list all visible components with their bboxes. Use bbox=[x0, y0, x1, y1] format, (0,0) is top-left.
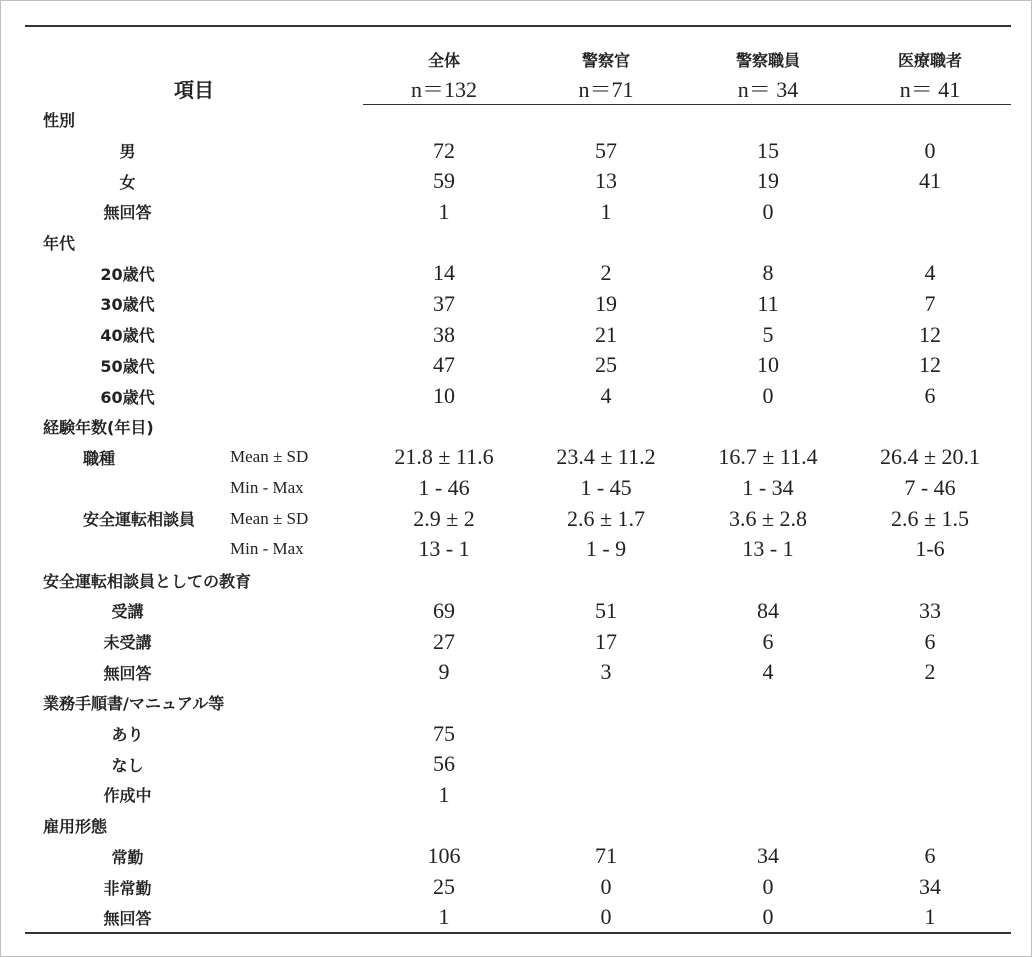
value-cell: 27 bbox=[433, 628, 455, 654]
row-label: 常勤 bbox=[111, 847, 144, 867]
table-row bbox=[25, 442, 1011, 473]
value-cell: 12 bbox=[919, 321, 941, 347]
value-cell bbox=[687, 810, 849, 841]
value-cell: 4 bbox=[600, 383, 612, 409]
row-label: 安全運転相談員 bbox=[83, 510, 196, 530]
value-cell: 84 bbox=[757, 597, 779, 623]
table-row bbox=[25, 258, 1011, 289]
value-cell: 12 bbox=[919, 352, 941, 378]
value-cell: 6 bbox=[924, 628, 936, 654]
sample-size: n＝71 bbox=[525, 73, 687, 105]
stat-label: Mean ± SD bbox=[230, 447, 309, 467]
section-row bbox=[25, 105, 1011, 136]
value-cell: 57 bbox=[595, 137, 617, 163]
section-label: 性別 bbox=[43, 111, 76, 131]
value-cell: 1 - 9 bbox=[585, 536, 627, 562]
value-cell bbox=[849, 411, 1011, 442]
value-cell: 11 bbox=[757, 290, 779, 316]
section-label: 年代 bbox=[43, 234, 76, 254]
value-cell: 75 bbox=[433, 720, 455, 746]
column-header: 警察官 bbox=[525, 26, 687, 73]
value-cell: 1 - 45 bbox=[580, 475, 632, 501]
row-label: 無回答 bbox=[103, 663, 152, 683]
value-cell: 69 bbox=[433, 597, 455, 623]
row-label: 男 bbox=[119, 142, 136, 162]
value-cell: 7 bbox=[924, 290, 936, 316]
stat-label bbox=[230, 902, 363, 933]
value-cell bbox=[363, 105, 525, 136]
row-label: 50歳代 bbox=[100, 356, 155, 376]
stat-label bbox=[230, 289, 363, 320]
stat-label bbox=[230, 381, 363, 412]
row-label bbox=[25, 473, 230, 504]
stat-label bbox=[230, 135, 363, 166]
row-label: 40歳代 bbox=[100, 326, 155, 346]
value-cell: 26.4 ± 20.1 bbox=[879, 444, 981, 470]
section-row bbox=[25, 565, 1011, 596]
table-row bbox=[25, 841, 1011, 872]
table-row bbox=[25, 780, 1011, 811]
value-cell: 0 bbox=[687, 902, 849, 933]
row-label: 30歳代 bbox=[100, 295, 155, 315]
table-container bbox=[25, 25, 1002, 934]
value-cell bbox=[849, 688, 1011, 719]
stat-label bbox=[230, 657, 363, 688]
value-cell: 9 bbox=[438, 659, 450, 685]
table-row bbox=[25, 289, 1011, 320]
value-cell: 0 bbox=[762, 383, 774, 409]
table-row bbox=[25, 596, 1011, 627]
value-cell: 13 bbox=[595, 168, 617, 194]
row-label: 非常勤 bbox=[103, 878, 152, 898]
table-row bbox=[25, 718, 1011, 749]
value-cell: 25 bbox=[595, 352, 617, 378]
value-cell: 25 bbox=[433, 874, 455, 900]
value-cell: 72 bbox=[433, 137, 455, 163]
value-cell: 1 bbox=[438, 198, 450, 224]
table-row bbox=[25, 749, 1011, 780]
value-cell: 14 bbox=[433, 260, 455, 286]
value-cell bbox=[849, 780, 1011, 811]
sample-size: n＝ 41 bbox=[849, 73, 1011, 105]
table-row bbox=[25, 473, 1011, 504]
value-cell bbox=[525, 411, 687, 442]
value-cell: 38 bbox=[433, 321, 455, 347]
value-cell bbox=[849, 749, 1011, 780]
value-cell bbox=[849, 197, 1011, 228]
value-cell bbox=[687, 718, 849, 749]
table-row bbox=[25, 319, 1011, 350]
column-header: 全体 bbox=[363, 26, 525, 73]
value-cell: 34 bbox=[919, 874, 941, 900]
row-label: 無回答 bbox=[103, 203, 152, 223]
value-cell: 17 bbox=[595, 628, 617, 654]
section-label: 雇用形態 bbox=[43, 817, 108, 837]
stat-label bbox=[230, 841, 363, 872]
value-cell: 13 - 1 bbox=[418, 536, 470, 562]
demographics-table bbox=[25, 25, 1011, 934]
value-cell bbox=[687, 411, 849, 442]
row-label: 無回答 bbox=[25, 902, 230, 933]
value-cell bbox=[687, 105, 849, 136]
stat-label bbox=[230, 718, 363, 749]
value-cell bbox=[849, 810, 1011, 841]
stat-label: Mean ± SD bbox=[230, 508, 309, 528]
value-cell: 0 bbox=[924, 137, 936, 163]
value-cell: 19 bbox=[757, 168, 779, 194]
value-cell bbox=[363, 688, 525, 719]
stat-label bbox=[230, 319, 363, 350]
table-row bbox=[25, 381, 1011, 412]
value-cell: 2 bbox=[600, 260, 612, 286]
value-cell: 3.6 ± 2.8 bbox=[728, 505, 808, 531]
section-row bbox=[25, 227, 1011, 258]
value-cell: 1 bbox=[849, 902, 1011, 933]
value-cell: 5 bbox=[762, 321, 774, 347]
value-cell bbox=[687, 780, 849, 811]
stat-label: Min - Max bbox=[230, 478, 304, 498]
value-cell bbox=[363, 810, 525, 841]
value-cell: 0 bbox=[762, 198, 774, 224]
value-cell bbox=[363, 411, 525, 442]
value-cell bbox=[525, 565, 687, 596]
stat-label bbox=[230, 626, 363, 657]
row-label: 職種 bbox=[83, 448, 116, 468]
value-cell: 34 bbox=[757, 843, 779, 869]
value-cell bbox=[849, 718, 1011, 749]
value-cell: 10 bbox=[757, 352, 779, 378]
value-cell: 106 bbox=[427, 843, 461, 869]
value-cell bbox=[849, 227, 1011, 258]
row-label: なし bbox=[111, 755, 144, 775]
header-row bbox=[25, 26, 1011, 73]
value-cell: 2.6 ± 1.5 bbox=[890, 505, 970, 531]
table-body bbox=[25, 105, 1011, 934]
stat-label bbox=[230, 197, 363, 228]
value-cell: 13 - 1 bbox=[742, 536, 794, 562]
column-header: 警察職員 bbox=[687, 26, 849, 73]
value-cell: 23.4 ± 11.2 bbox=[556, 444, 656, 470]
value-cell bbox=[849, 565, 1011, 596]
value-cell: 51 bbox=[595, 597, 617, 623]
value-cell bbox=[525, 780, 687, 811]
stat-label bbox=[230, 258, 363, 289]
section-row bbox=[25, 810, 1011, 841]
stat-label: Min - Max bbox=[230, 539, 304, 559]
section-row bbox=[25, 411, 1011, 442]
value-cell: 4 bbox=[762, 659, 774, 685]
value-cell: 33 bbox=[919, 597, 941, 623]
row-label: あり bbox=[111, 725, 144, 745]
value-cell: 47 bbox=[433, 352, 455, 378]
row-label: 60歳代 bbox=[100, 387, 155, 407]
value-cell: 21 bbox=[595, 321, 617, 347]
sample-size: n＝132 bbox=[363, 73, 525, 105]
row-label: 女 bbox=[119, 172, 136, 192]
value-cell: 2.9 ± 2 bbox=[413, 505, 475, 531]
value-cell: 1 bbox=[438, 781, 450, 807]
value-cell: 1-6 bbox=[915, 536, 945, 562]
value-cell: 71 bbox=[595, 843, 617, 869]
value-cell: 56 bbox=[433, 751, 455, 777]
row-label: 未受講 bbox=[103, 633, 152, 653]
value-cell: 19 bbox=[595, 290, 617, 316]
table-row bbox=[25, 626, 1011, 657]
table-row bbox=[25, 350, 1011, 381]
stat-label bbox=[230, 872, 363, 903]
value-cell: 8 bbox=[762, 260, 774, 286]
table-row bbox=[25, 197, 1011, 228]
value-cell bbox=[525, 718, 687, 749]
value-cell bbox=[525, 810, 687, 841]
table-row bbox=[25, 657, 1011, 688]
column-header: 医療職者 bbox=[849, 26, 1011, 73]
value-cell: 37 bbox=[433, 290, 455, 316]
value-cell bbox=[849, 105, 1011, 136]
value-cell: 0 bbox=[762, 874, 774, 900]
value-cell bbox=[687, 688, 849, 719]
value-cell bbox=[687, 227, 849, 258]
section-label: 業務手順書/マニュアル等 bbox=[43, 694, 225, 714]
value-cell: 6 bbox=[762, 628, 774, 654]
value-cell: 2.6 ± 1.7 bbox=[566, 505, 646, 531]
value-cell: 4 bbox=[924, 260, 936, 286]
value-cell bbox=[363, 565, 525, 596]
value-cell bbox=[525, 227, 687, 258]
value-cell bbox=[687, 565, 849, 596]
row-label bbox=[25, 534, 230, 565]
value-cell: 2 bbox=[924, 659, 936, 685]
value-cell: 16.7 ± 11.4 bbox=[718, 444, 818, 470]
value-cell: 1 - 46 bbox=[418, 475, 470, 501]
value-cell: 0 bbox=[600, 874, 612, 900]
value-cell: 7 - 46 bbox=[904, 475, 956, 501]
table-row bbox=[25, 135, 1011, 166]
stat-label bbox=[230, 596, 363, 627]
row-label: 20歳代 bbox=[100, 264, 155, 284]
table-row bbox=[25, 166, 1011, 197]
stat-label bbox=[230, 749, 363, 780]
value-cell bbox=[525, 105, 687, 136]
section-label: 安全運転相談員としての教育 bbox=[43, 571, 252, 591]
value-cell: 1 bbox=[600, 198, 612, 224]
value-cell: 6 bbox=[924, 843, 936, 869]
value-cell: 41 bbox=[919, 168, 941, 194]
value-cell bbox=[525, 749, 687, 780]
stat-label bbox=[230, 166, 363, 197]
stat-label bbox=[230, 780, 363, 811]
row-label: 受講 bbox=[111, 602, 144, 622]
value-cell: 15 bbox=[757, 137, 779, 163]
sample-size: n＝ 34 bbox=[687, 73, 849, 105]
value-cell: 0 bbox=[525, 902, 687, 933]
value-cell: 1 bbox=[363, 902, 525, 933]
value-cell: 59 bbox=[433, 168, 455, 194]
value-cell: 3 bbox=[600, 659, 612, 685]
table-row bbox=[25, 503, 1011, 534]
value-cell: 21.8 ± 11.6 bbox=[394, 444, 494, 470]
section-row bbox=[25, 688, 1011, 719]
section-label: 経験年数(年目) bbox=[43, 418, 154, 438]
value-cell: 6 bbox=[924, 383, 936, 409]
value-cell bbox=[687, 749, 849, 780]
table-row bbox=[25, 872, 1011, 903]
table-row bbox=[25, 534, 1011, 565]
value-cell: 10 bbox=[433, 383, 455, 409]
table-row bbox=[25, 902, 1011, 933]
item-header: 項目 bbox=[25, 26, 363, 105]
stat-label bbox=[230, 350, 363, 381]
value-cell: 1 - 34 bbox=[742, 475, 794, 501]
row-label: 作成中 bbox=[103, 786, 152, 806]
value-cell bbox=[363, 227, 525, 258]
value-cell bbox=[525, 688, 687, 719]
